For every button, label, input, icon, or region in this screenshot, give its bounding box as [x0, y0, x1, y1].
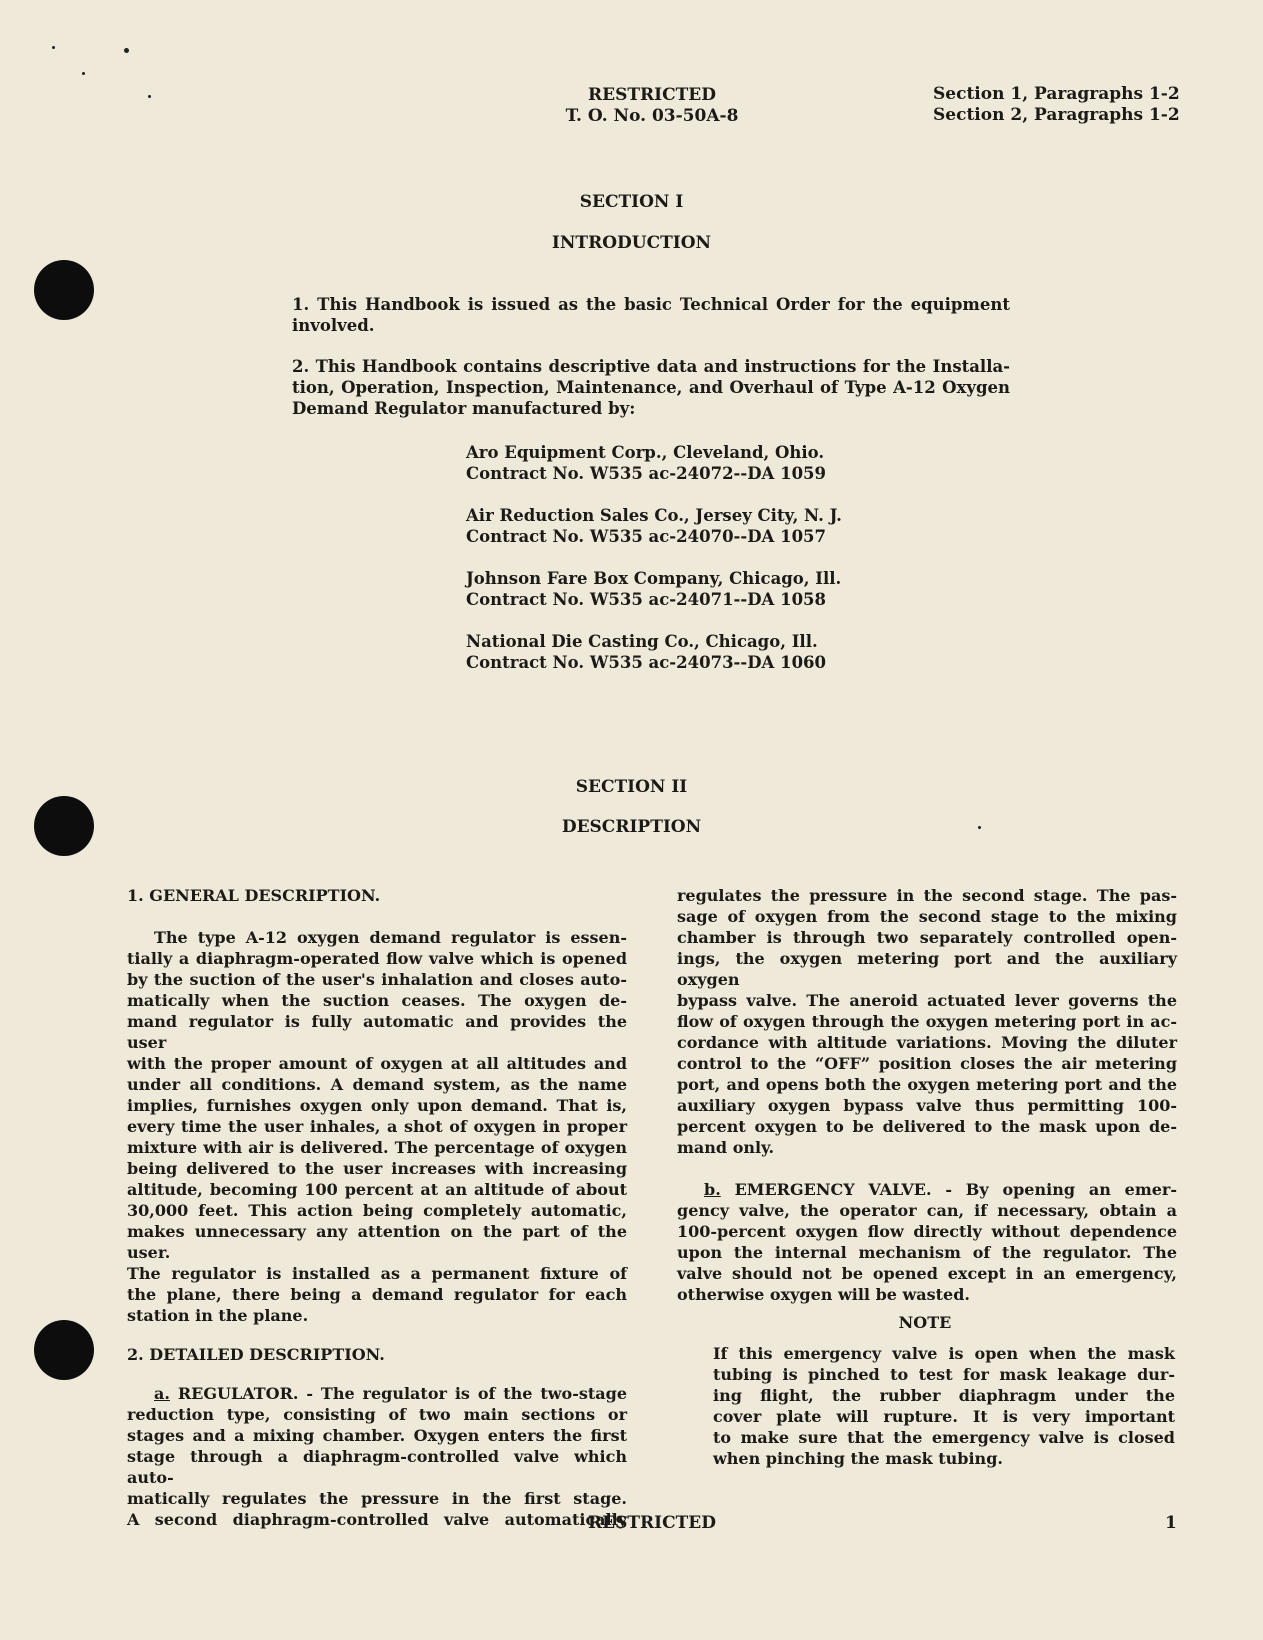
paragraph-line: mand only.: [677, 1138, 775, 1157]
paragraph-line: chamber is through two separately controlled open-: [677, 928, 1177, 947]
general-description-paragraph: [127, 927, 627, 1326]
paragraph-line: valve should not be opened except in an emergency,: [677, 1264, 1177, 1283]
paragraph-line: ings, the oxygen metering port and the auxiliary oxygen: [677, 949, 1177, 989]
paragraph-line: with the proper amount of oxygen at all altitudes and: [127, 1054, 627, 1073]
subparagraph-label-b: b.: [704, 1180, 721, 1199]
note-line: tubing is pinched to test for mask leakage dur-: [713, 1365, 1175, 1384]
paragraph-line: The regulator is installed as a permanent fixture of: [127, 1264, 627, 1283]
paragraph-line: station in the plane.: [127, 1306, 309, 1325]
paragraph-line: 30,000 feet. This action being completely automatic,: [127, 1201, 627, 1220]
scan-speck: [52, 46, 55, 49]
note-block: [713, 1343, 1175, 1469]
paragraph-line: the plane, there being a demand regulator for each: [127, 1285, 627, 1304]
paragraph-line: tion, Operation, Inspection, Maintenance, and Overhaul of Type A-12 Oxygen: [292, 378, 1010, 397]
paragraph-line: by the suction of the user's inhalation and closes auto-: [127, 970, 627, 989]
left-column: [127, 885, 627, 1530]
paragraph-line: stages and a mixing chamber. Oxygen enters the first: [127, 1426, 627, 1445]
emergency-first-line: EMERGENCY VALVE. - By opening an emer-: [734, 1180, 1177, 1199]
contractor-name: Aro Equipment Corp., Cleveland, Ohio.: [466, 443, 825, 462]
paragraph-line: matically when the suction ceases. The oxygen de-: [127, 991, 627, 1010]
paragraph-line: flow of oxygen through the oxygen metering port in ac-: [677, 1012, 1177, 1031]
contractor-name: Air Reduction Sales Co., Jersey City, N. J.: [466, 506, 842, 525]
note-line: to make sure that the emergency valve is closed: [713, 1428, 1175, 1447]
paragraph-line: percent oxygen to be delivered to the mask upon de-: [677, 1117, 1177, 1136]
emergency-valve-paragraph: [677, 1179, 1177, 1305]
scan-speck: [148, 95, 151, 98]
page-number: 1: [1165, 1513, 1177, 1533]
paragraph-line: 100-percent oxygen flow directly without dependence: [677, 1222, 1177, 1241]
paragraph-line: [677, 1179, 1177, 1200]
page-header-center: [552, 85, 752, 127]
section-1-subtitle: INTRODUCTION: [551, 233, 712, 253]
paragraph-line: stage through a diaphragm-controlled valve which auto-: [127, 1447, 627, 1487]
page-header-right: [933, 84, 1213, 126]
contract-number: Contract No. W535 ac-24073--DA 1060: [466, 653, 827, 672]
header-to-number: T. O. No. 03-50A-8: [565, 106, 739, 126]
header-section-ref-2: Section 2, Paragraphs 1-2: [933, 105, 1180, 125]
paragraph-line: A second diaphragm-controlled valve automatically: [127, 1510, 627, 1529]
paragraph-line: regulates the pressure in the second stage. The pas-: [677, 886, 1177, 905]
regulator-first-line: REGULATOR. - The regulator is of the two-stage: [177, 1384, 628, 1403]
scan-speck: [124, 48, 129, 53]
subparagraph-label-a: a.: [154, 1384, 170, 1403]
paragraph-line: matically regulates the pressure in the first stage.: [127, 1489, 627, 1508]
contractor-name: Johnson Fare Box Company, Chicago, Ill.: [466, 569, 842, 588]
paragraph-line: port, and opens both the oxygen metering port and the: [677, 1075, 1177, 1094]
right-column: [677, 885, 1177, 1305]
paragraph-line: mand regulator is fully automatic and provides the user: [127, 1012, 627, 1052]
paragraph-line: cordance with altitude variations. Moving the diluter: [677, 1033, 1177, 1052]
paragraph-line: reduction type, consisting of two main sections or: [127, 1405, 627, 1424]
header-section-ref-1: Section 1, Paragraphs 1-2: [933, 84, 1180, 104]
paragraph-line: gency valve, the operator can, if necessary, obtain a: [677, 1201, 1177, 1220]
paragraph-line: every time the user inhales, a shot of oxygen in proper: [127, 1117, 627, 1136]
paragraph-line: sage of oxygen from the second stage to the mixing: [677, 907, 1177, 926]
contract-number: Contract No. W535 ac-24070--DA 1057: [466, 527, 827, 546]
paragraph-line: upon the internal mechanism of the regulator. The: [677, 1243, 1177, 1262]
detailed-description-heading: 2. DETAILED DESCRIPTION.: [127, 1345, 385, 1364]
paragraph-line: auxiliary oxygen bypass valve thus permitting 100-: [677, 1096, 1177, 1115]
section-2-subtitle: DESCRIPTION: [561, 817, 702, 837]
note-title: NOTE: [898, 1313, 952, 1332]
paragraph-line: Demand Regulator manufactured by:: [292, 399, 636, 418]
section-1-title: SECTION I: [579, 192, 684, 212]
paragraph-line: 1. This Handbook is issued as the basic Technical Order for the equipment: [292, 295, 1010, 314]
intro-paragraph-2: [292, 356, 1010, 419]
contract-number: Contract No. W535 ac-24072--DA 1059: [466, 464, 827, 483]
regulator-paragraph: [127, 1383, 627, 1530]
contract-number: Contract No. W535 ac-24071--DA 1058: [466, 590, 827, 609]
section-2-title: SECTION II: [575, 777, 688, 797]
paragraph-line: bypass valve. The aneroid actuated lever governs the: [677, 991, 1177, 1010]
paragraph-line: control to the “OFF” position closes the air metering: [677, 1054, 1177, 1073]
note-line: cover plate will rupture. It is very important: [713, 1407, 1175, 1426]
general-description-heading: 1. GENERAL DESCRIPTION.: [127, 886, 381, 905]
contractor-entry: [466, 568, 841, 610]
contractor-name: National Die Casting Co., Chicago, Ill.: [466, 632, 818, 651]
regulator-continuation: [677, 885, 1177, 1158]
note-line: when pinching the mask tubing.: [713, 1449, 1003, 1468]
punch-hole-bottom: [34, 1320, 94, 1380]
scan-speck: [82, 72, 85, 75]
header-classification: RESTRICTED: [588, 85, 716, 105]
note-line: ing flight, the rubber diaphragm under the: [713, 1386, 1175, 1405]
paragraph-line: The type A-12 oxygen demand regulator is essen-: [154, 928, 627, 947]
paragraph-line: mixture with air is delivered. The percentage of oxygen: [127, 1138, 627, 1157]
paragraph-line: [127, 1383, 627, 1404]
punch-hole-top: [34, 260, 94, 320]
footer-classification: RESTRICTED: [588, 1513, 716, 1533]
paragraph-line: involved.: [292, 316, 375, 335]
contractor-entry: [466, 442, 826, 484]
contractor-entry: [466, 631, 826, 673]
paragraph-line: being delivered to the user increases with increasing: [127, 1159, 627, 1178]
paragraph-line: 2. This Handbook contains descriptive data and instructions for the Installa-: [292, 357, 1010, 376]
paragraph-line: under all conditions. A demand system, as the name: [127, 1075, 627, 1094]
paragraph-line: implies, furnishes oxygen only upon demand. That is,: [127, 1096, 627, 1115]
note-line: If this emergency valve is open when the mask: [713, 1344, 1175, 1363]
paragraph-line: altitude, becoming 100 percent at an altitude of about: [127, 1180, 627, 1199]
contractor-entry: [466, 505, 842, 547]
paragraph-line: tially a diaphragm-operated flow valve which is opened: [127, 949, 627, 968]
intro-paragraph-1: [292, 294, 1010, 336]
paragraph-line: otherwise oxygen will be wasted.: [677, 1285, 970, 1304]
paragraph-line: makes unnecessary any attention on the part of the user.: [127, 1222, 627, 1262]
